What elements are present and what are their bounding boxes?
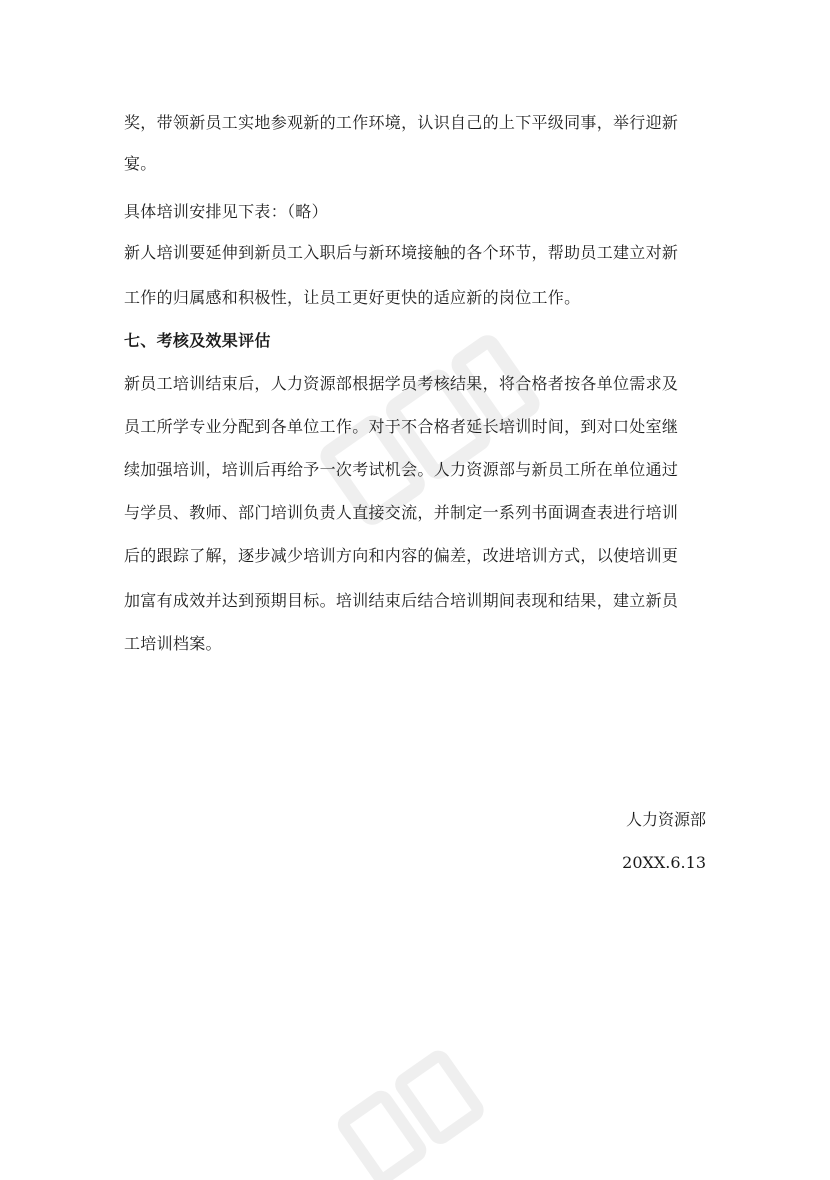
body-line: 员工所学专业分配到各单位工作。对于不合格者延长培训时间，到对口处室继 (124, 417, 679, 436)
body-line: 续加强培训，培训后再给予一次考试机会。人力资源部与新员工所在单位通过 (124, 460, 679, 479)
body-line: 奖，带领新员工实地参观新的工作环境，认识自己的上下平级同事，举行迎新 (124, 113, 679, 132)
watermark-icon (330, 1040, 530, 1180)
body-line: 与学员、教师、部门培训负责人直接交流，并制定一系列书面调查表进行培训 (124, 503, 679, 522)
body-line: 新人培训要延伸到新员工入职后与新环境接触的各个环节，帮助员工建立对新 (124, 243, 679, 262)
body-line: 新员工培训结束后，人力资源部根据学员考核结果，将合格者按各单位需求及 (124, 374, 679, 393)
body-line: 宴。 (124, 154, 157, 173)
body-line: 加富有成效并达到预期目标。培训结束后结合培训期间表现和结果，建立新员 (124, 591, 679, 610)
signature-department: 人力资源部 (625, 810, 706, 829)
signature-date: 20XX.6.13 (622, 853, 706, 872)
section-heading: 七、考核及效果评估 (124, 331, 271, 350)
body-line: 工作的归属感和积极性，让员工更好更快的适应新的岗位工作。 (124, 288, 581, 307)
body-line: 工培训档案。 (124, 634, 222, 653)
body-line: 具体培训安排见下表：（略） (124, 202, 328, 221)
body-line: 后的跟踪了解，逐步减少培训方向和内容的偏差，改进培训方式，以使培训更 (124, 546, 679, 565)
